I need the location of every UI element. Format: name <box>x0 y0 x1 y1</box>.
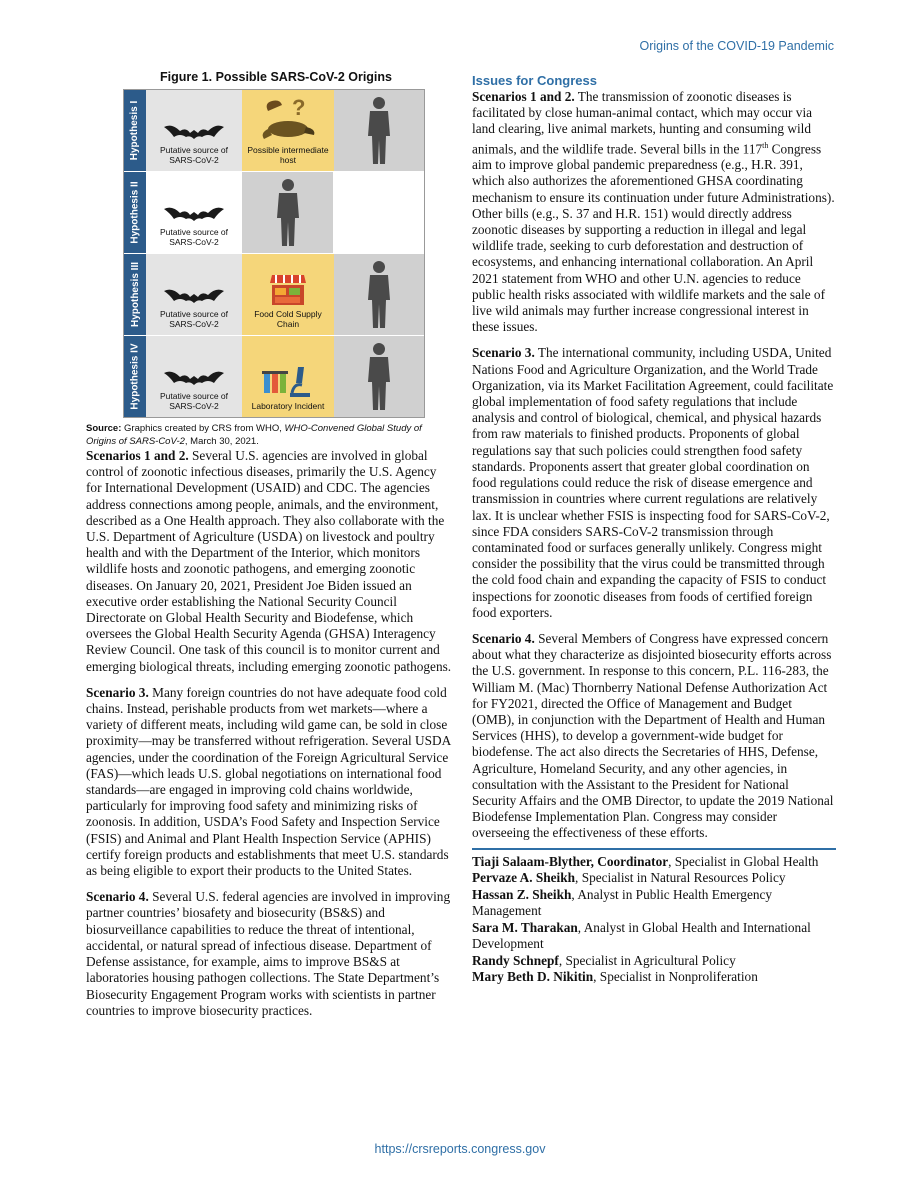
right-column <box>472 73 836 986</box>
author-list <box>472 854 836 986</box>
origins-figure <box>123 89 425 418</box>
human-icon <box>366 260 392 330</box>
right-paragraph-scenario-3: Scenario 3. The international community, including USDA, United Nations Food and Agriculture Organization, and the World Trade Organization, via its Market Facilitation Agreement, could facilitate global implementation of food safety regulations that include analysis and control of biological, chemical, and physical hazards from raw materials to finished products. Proponents of global regulations say that such policies could strengthen food safety standards. Proponents assert that greater global coordination on food regulations could reduce the risk of disease emergence and transmission in countries where current regulations are relatively lax. It is unclear whether FSIS is inspecting food for SARS-CoV-2, since FDA considers SARS-CoV-2 transmission through contaminated food or surfaces generally unlikely. Congress might consider the possibility that the virus could be transmitted through the cold food chain and expanding the capacity of FSIS to conduct inspections for zoonotic diseases from foods of certified foreign food exporters. <box>472 345 834 620</box>
source-cell-1 <box>146 90 242 171</box>
figure-title: Figure 1. Possible SARS-CoV-2 Origins <box>160 70 392 84</box>
right-paragraph-scenarios-1-2: Scenarios 1 and 2. The transmission of zoonotic diseases is facilitated by close human-animal contact, which may occur via land clearing, live animal markets, hunting and consuming wild animals, and the wildlife trade. Several bills in the 117th Congress aim to improve global pandemic preparedness (e.g., H.R. 391, which also authorizes the aforementioned GHSA coordinating mechanism to ensure its continuation under future Administrations). Other bills (e.g., S. 37 and H.R. 151) would directly address zoonotic diseases by supporting a reduction in illegal and legal wildlife trade, seeking to curb deforestation and destruction of ecosystems, and enhancing international collaboration. An April 2021 statement from WHO and other U.N. agencies to reduce public health risks associated with wildlife markets and the sale of live wild animals may further increase congressional interest in these issues. <box>472 89 835 335</box>
microscope-icon <box>262 363 314 399</box>
intermediate-host-cell <box>242 90 334 171</box>
hypothesis-label-4: Hypothesis IV <box>124 336 146 417</box>
bat-icon <box>162 121 226 143</box>
author-entry: Tiaji Salaam-Blyther, Coordinator, Specialist in Global Health <box>472 853 819 869</box>
human-icon <box>366 342 392 412</box>
source-cell-3 <box>146 254 242 335</box>
hypothesis-row-1 <box>124 90 424 172</box>
bat-icon <box>162 285 226 307</box>
running-title: Origins of the COVID-19 Pandemic <box>639 39 834 53</box>
laboratory-cell <box>242 336 334 417</box>
hypothesis-row-3 <box>124 254 424 336</box>
hypothesis-label-3: Hypothesis III <box>124 254 146 335</box>
right-paragraph-scenario-4: Scenario 4. Several Members of Congress have expressed concern about what they characterize as disjointed biosecurity efforts across the U.S. government. In response to this concern, P.L. 116-283, the William M. (Mac) Thornberry National Defense Authorization Act for FY2021, directed the Office of Management and Budget (OMB), in conjunction with the Department of Health and Human Services (HHS), to develop a government-wide budget for biodefense. The act also directs the Secretaries of HHS, Defense, Agriculture, Homeland Security, and any other agencies, in consultation with the Assistant to the President for National Security Affairs and the OMB Director, to update the 2019 National Biodefense Implementation Plan. Congress may consider overseeing the effectiveness of these efforts. <box>472 630 834 841</box>
author-entry: Randy Schnepf, Specialist in Agricultural Policy <box>472 952 736 968</box>
intermediate-host-caption: Possible intermediate host <box>247 145 329 165</box>
cold-chain-cell <box>242 254 334 335</box>
source-caption-4: Putative source of SARS-CoV-2 <box>159 391 229 411</box>
hypothesis-label-1: Hypothesis I <box>124 90 146 171</box>
hypothesis-row-2 <box>124 172 424 254</box>
source-cell-4 <box>146 336 242 417</box>
laboratory-caption: Laboratory Incident <box>251 400 325 411</box>
source-caption-2: Putative source of SARS-CoV-2 <box>159 227 229 247</box>
footer-link[interactable]: https://crsreports.congress.gov <box>374 1142 546 1156</box>
left-paragraph-scenarios-1-2: Scenarios 1 and 2. Several U.S. agencies are involved in global control of zoonotic infectious diseases, primarily the U.S. Agency for International Development (USAID) and CDC. The agencies address connections among people, animals, and the environment, described as a One Health approach. They also collaborate with the U.S. Department of Agriculture (USDA) on livestock and poultry health and with the Department of the Interior, which monitors wildlife hosts and zoonotic pathogens, and emerging zoonotic diseases. On January 20, 2021, President Joe Biden issued an executive order establishing the National Security Council Directorate on Global Health Security and Biodefense, which oversees the Global Health Security Agenda (GHSA) Interagency Review Council. One task of this council is to monitor current and emerging biological threats, including emerging zoonotic pathogens. <box>86 448 452 674</box>
source-cell-2 <box>146 172 242 253</box>
left-paragraph-scenario-4: Scenario 4. Several U.S. federal agencies are involved in improving partner countries’ biosafety and biosecurity (BS&S) and biosurveillance capabilities to reduce the threat of intentional, accidental, or natural spread of infectious disease. Department of Defense assistance, for example, aims to improve BS&S at laboratories housing pathogen collections. The State Department’s Biosecurity Engagement Program works with scientists in partner countries to improve biosecurity practices. <box>86 889 451 1018</box>
human-icon <box>366 96 392 166</box>
pangolin-question-icon <box>258 93 318 143</box>
author-entry: Sara M. Tharakan, Analyst in Global Health and International Development <box>472 919 811 952</box>
source-caption-3: Putative source of SARS-CoV-2 <box>159 309 229 329</box>
human-icon <box>275 178 301 248</box>
human-cell-3 <box>334 254 424 335</box>
section-heading: Issues for Congress <box>472 73 597 88</box>
hypothesis-label-2: Hypothesis II <box>124 172 146 253</box>
author-entry: Pervaze A. Sheikh, Specialist in Natural Resources Policy <box>472 870 786 886</box>
source-caption-1: Putative source of SARS-CoV-2 <box>159 145 229 165</box>
left-paragraph-scenario-3: Scenario 3. Many foreign countries do not have adequate food cold chains. Instead, perishable products from wet markets—where a variety of different meats, including wild game can, be sold in close proximity—may be transferred without refrigeration. Several USDA agencies, under the coordination of the Foreign Agricultural Service (FAS)—which leads U.S. global negotiations on international food standards—are engaged in improving cold chains worldwide, particularly for improving food safety and minimizing risks of zoonosis. In addition, USDA’s Food Safety and Inspection Service (FSIS) and Animal and Plant Health Inspection Service (APHIS) certify foreign products and establishments that meet U.S. standards as being eligible to export their products to the United States. <box>86 684 451 879</box>
human-cell-2 <box>242 172 333 253</box>
market-stall-icon <box>268 271 308 307</box>
hypothesis-row-4 <box>124 336 424 417</box>
author-divider <box>472 848 836 850</box>
left-column <box>86 70 452 1029</box>
cold-chain-caption: Food Cold Supply Chain <box>254 309 322 329</box>
empty-cell <box>333 172 424 253</box>
author-entry: Mary Beth D. Nikitin, Specialist in Nonproliferation <box>472 969 758 985</box>
human-cell-4 <box>334 336 424 417</box>
figure-source: Source: Graphics created by CRS from WHO, WHO-Convened Global Study of Origins of SARS-CoV-2, March 30, 2021. <box>86 423 422 447</box>
svg-text:?: ? <box>292 95 306 120</box>
bat-icon <box>162 367 226 389</box>
human-cell-1 <box>334 90 424 171</box>
author-entry: Hassan Z. Sheikh, Analyst in Public Health Emergency Management <box>472 886 773 919</box>
bat-icon <box>162 203 226 225</box>
